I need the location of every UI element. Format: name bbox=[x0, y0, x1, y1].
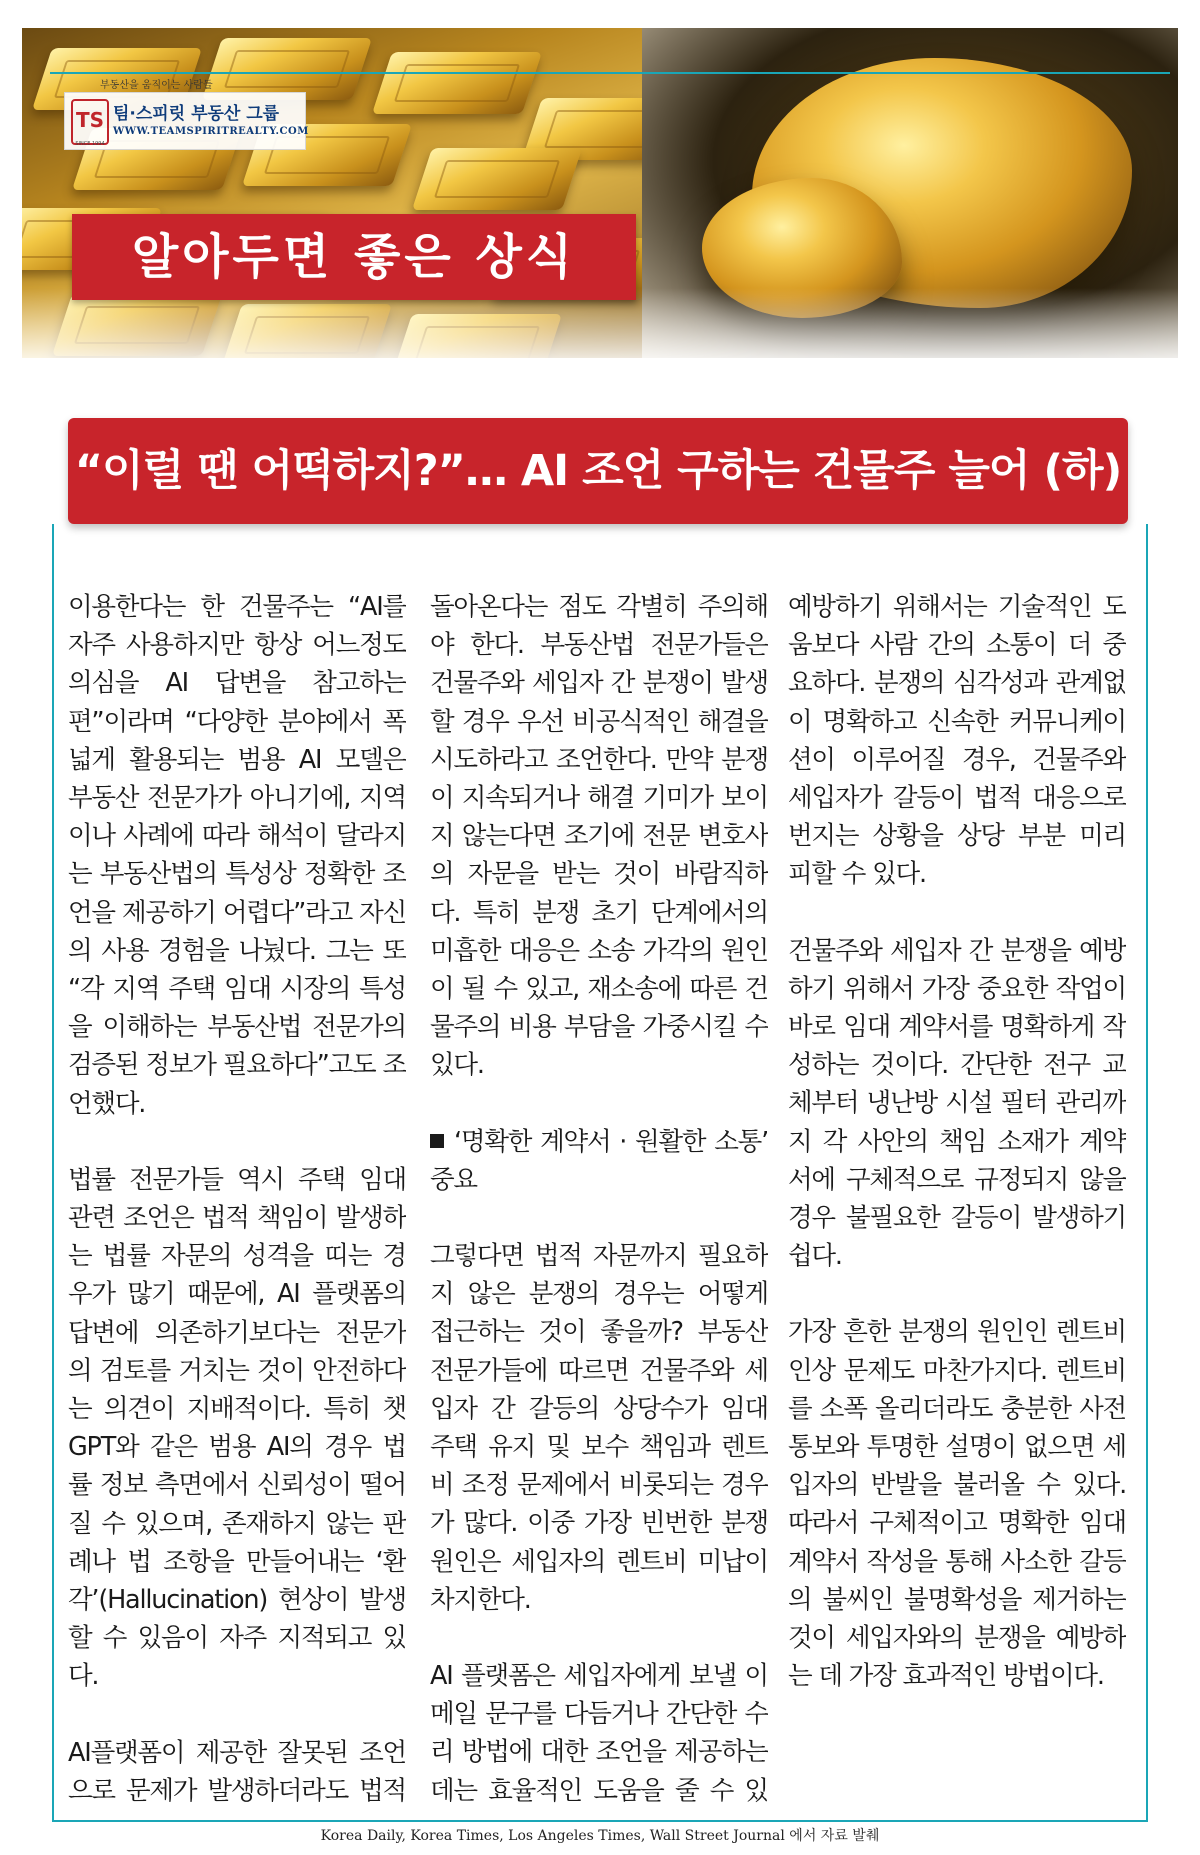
paragraph: AI플랫폼이 제공한 잘못된 조언으로 문제가 발생하더라도 법적 bbox=[68, 1737, 406, 1806]
paragraph: 예방하기 위해서는 기술적인 도움보다 사람 간의 소통이 더 중요하다. 분쟁의 심각성과 관계없이 명확하고 신속한 커뮤니케이션이 이루어질 경우, 건물주와 세입자가 갈등이 법적 대응으로 번지는 상황을 상당 부분 미리 피할 수 있다. bbox=[788, 592, 1126, 890]
article-column-1 bbox=[68, 588, 406, 1806]
banner-divider-line bbox=[50, 72, 1170, 74]
footer-suffix: 에서 자료 발췌 bbox=[789, 1828, 880, 1844]
article-column-3 bbox=[788, 588, 1126, 1806]
logo-mark-icon: TS bbox=[71, 99, 109, 145]
logo-tagline: 부동산을 움직이는 사람들 bbox=[100, 80, 213, 91]
paragraph: 돌아온다는 점도 각별히 주의해야 한다. 부동산법 전문가들은 건물주와 세입자 간 분쟁이 발생할 경우 우선 비공식적인 해결을 시도하라고 조언한다. 만약 분쟁이 지속되거나 해결 기미가 보이지 않는다면 조기에 전문 변호사의 자문을 받는 것이 바람직하다. 특히 분쟁 초기 단계에서의 미흡한 대응은 소송 가각의 원인이 될 수 있고, 재소송에 따른 건물주의 비용 부담을 가중시킬 수 있다. bbox=[430, 592, 768, 1081]
article-column-2 bbox=[430, 588, 768, 1806]
logo-since: SINCE 1994 bbox=[75, 141, 105, 147]
article-headline: “이럴 땐 어떡하지?”… AI 조언 구하는 건물주 늘어 (하) bbox=[68, 418, 1128, 524]
paragraph: 법률 전문가들 역시 주택 임대 관련 조언은 법적 책임이 발생하는 법률 자문의 성격을 띠는 경우가 많기 때문에, AI 플랫폼의 답변에 의존하기보다는 전문가의 검토를 거치는 것이 안전하다는 의견이 지배적이다. 특히 챗GPT와 같은 범용 AI의 경우 법률 정보 측면에서 신뢰성이 떨어질 수 있으며, 존재하지 않는 판례나 법 조항을 만들어내는 ‘환각’(Hallucination) 현상이 발생할 수 있음이 자주 지적되고 있다. bbox=[68, 1164, 406, 1692]
paragraph: 이용한다는 한 건물주는 “AI를 자주 사용하지만 항상 어느정도 의심을 AI 답변을 참고하는 편”이라며 “다양한 분야에서 폭넓게 활용되는 범용 AI 모델은 부동산 전문가가 아니기에, 지역이나 사례에 따라 해석이 달라지는 부동산법의 특성상 정확한 조언을 제공하기 어렵다”라고 자신의 사용 경험을 나눴다. 그는 또 “각 지역 주택 임대 시장의 특성을 이해하는 부동산법 전문가의 검증된 정보가 필요하다”고도 조언했다. bbox=[68, 592, 406, 1119]
footer-sources: Korea Daily, Korea Times, Los Angeles Times, Wall Street Journal bbox=[320, 1828, 785, 1844]
section-title: 알아두면 좋은 상식 bbox=[72, 214, 636, 300]
paragraph: 그렇다면 법적 자문까지 필요하지 않은 분쟁의 경우는 어떻게 접근하는 것이 좋을까? 부동산 전문가들에 따르면 건물주와 세입자 간 갈등의 상당수가 임대 주택 유지 및 보수 책임과 렌트비 조정 문제에서 비롯되는 경우가 많다. 이중 가장 빈번한 분쟁 원인은 세입자의 렌트비 미납이 차지한다. bbox=[430, 1241, 768, 1615]
square-bullet-icon bbox=[430, 1134, 444, 1148]
subheading-text: ‘명확한 계약서 · 원활한 소통’ 중요 bbox=[430, 1126, 768, 1195]
paragraph: 가장 흔한 분쟁의 원인인 렌트비 인상 문제도 마찬가지다. 렌트비를 소폭 올리더라도 충분한 사전 통보와 투명한 설명이 없으면 세입자의 반발을 불러올 수 있다. 따라서 구체적이고 명확한 임대 계약서 작성을 통해 사소한 갈등의 불씨인 불명확성을 제거하는 것이 세입자와의 분쟁을 예방하는 데 가장 효과적인 방법이다. bbox=[788, 1317, 1126, 1692]
paragraph: 건물주와 세입자 간 분쟁을 예방하기 위해서 가장 중요한 작업이 바로 임대 계약서를 명확하게 작성하는 것이다. 간단한 전구 교체부터 냉난방 시설 필터 관리까지 각 사안의 책임 소재가 계약서에 구체적으로 규정되지 않을 경우 불필요한 갈등이 발생하기 쉽다. bbox=[788, 935, 1126, 1272]
company-url: WWW.TEAMSPIRITREALTY.COM bbox=[113, 126, 309, 137]
section-subheading bbox=[430, 1123, 768, 1199]
content-frame-right bbox=[1146, 524, 1148, 1822]
content-frame-left bbox=[52, 524, 54, 1822]
source-footer bbox=[0, 1822, 1200, 1850]
company-logo bbox=[64, 92, 309, 150]
company-name: 팀·스피릿 부동산 그룹 bbox=[113, 104, 280, 124]
paragraph: AI 플랫폼은 세입자에게 보낼 이메일 문구를 다듬거나 간단한 수리 방법에 대한 조언을 제공하는 데는 효율적인 도움을 줄 수 있 bbox=[430, 1661, 768, 1806]
